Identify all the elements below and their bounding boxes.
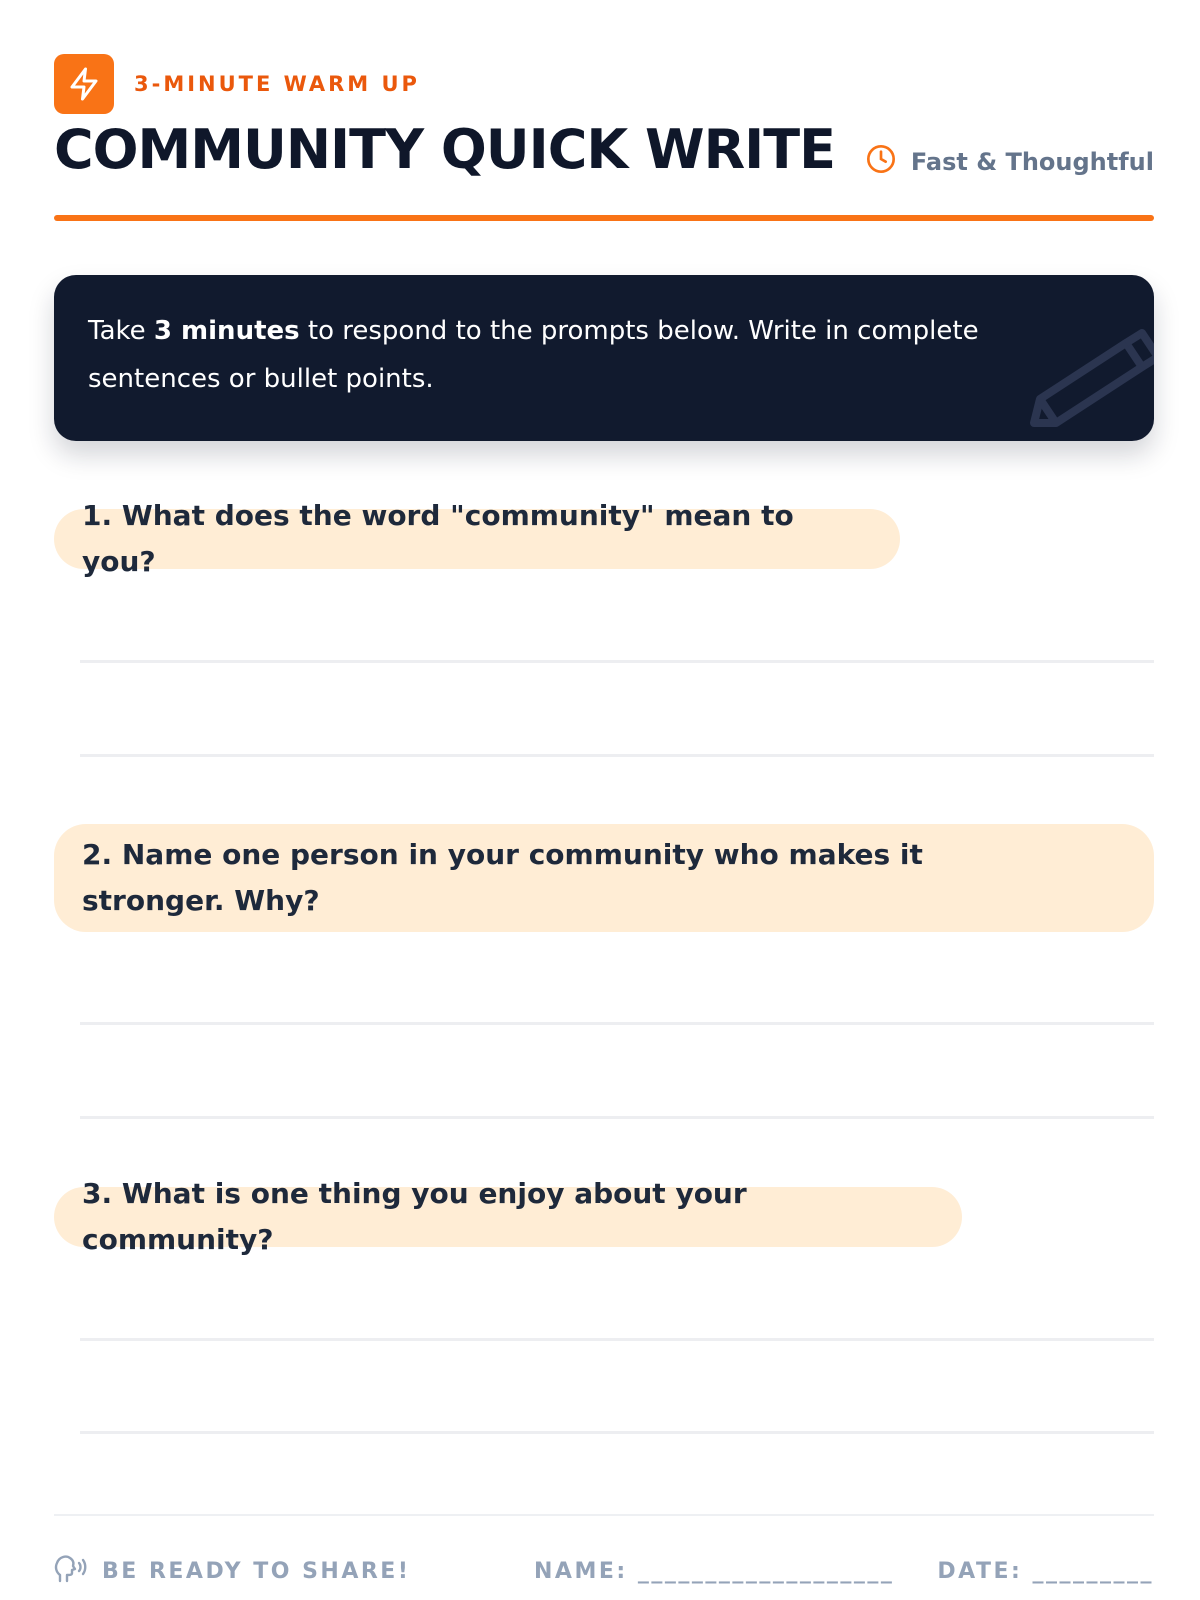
answer-line[interactable] [80,1338,1154,1341]
page-title: COMMUNITY QUICK WRITE [54,118,835,181]
header-divider [54,215,1154,221]
share-reminder [54,1553,410,1589]
footer-divider [54,1514,1154,1516]
instructions-rest: to respond to the prompts below. Write in complete sentences or bullet points. [88,316,979,394]
answer-line[interactable] [80,1022,1154,1025]
instructions-emphasis: 3 minutes [153,316,300,346]
pencil-icon [1004,303,1154,441]
name-field[interactable]: NAME: ___________________ [534,1558,895,1584]
question-3: 3. What is one thing you enjoy about your community? [54,1187,962,1247]
share-label: BE READY TO SHARE! [102,1558,411,1584]
answer-line[interactable] [80,1116,1154,1119]
instructions-lead: Take [88,316,154,346]
eyebrow-label: 3-MINUTE WARM UP [134,72,420,96]
tagline-text: Fast & Thoughtful [910,148,1154,176]
lightning-bolt-icon [54,54,114,114]
date-field[interactable]: DATE: _________ [937,1558,1154,1584]
clock-icon [865,143,897,181]
question-1: 1. What does the word "community" mean to you? [54,509,900,569]
instructions-panel [54,275,1154,441]
footer [54,1553,1154,1589]
answer-line[interactable] [80,660,1154,663]
eyebrow-row [54,54,420,114]
answer-line[interactable] [80,754,1154,757]
tagline [865,143,1154,181]
answer-line[interactable] [80,1431,1154,1434]
question-2: 2. Name one person in your community who makes it stronger. Why? [54,824,1154,932]
speaking-head-icon [54,1553,88,1589]
instructions-text [88,307,1004,403]
